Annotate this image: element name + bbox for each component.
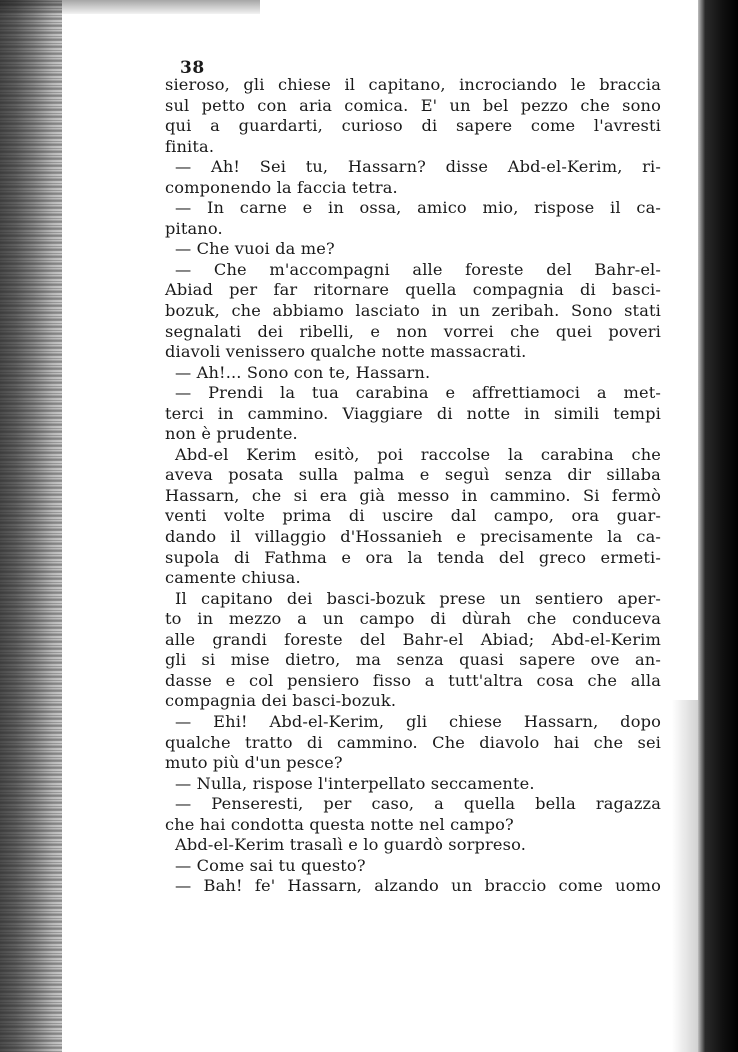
page-curl-shadow (672, 700, 698, 1052)
text-line: aveva posata sulla palma e seguì senza dir sillaba (165, 465, 661, 485)
page-number: 38 (180, 58, 205, 78)
text-line: gli si mise dietro, ma senza quasi sapere ove an- (165, 650, 661, 670)
text-line: che hai condotta questa notte nel campo? (165, 814, 514, 834)
text-line: venti volte prima di uscire dal campo, ora guar- (165, 506, 661, 526)
text-line: Abd-el Kerim esitò, poi raccolse la carabina che (175, 444, 661, 464)
text-line: non è prudente. (165, 424, 298, 444)
text-line: — Che m'accompagni alle foreste del Bahr-el- (175, 259, 661, 279)
text-line: segnalati dei ribelli, e non vorrei che quei poveri (165, 321, 661, 341)
text-line: camente chiusa. (165, 568, 301, 588)
text-line: — Che vuoi da me? (175, 239, 335, 259)
text-line: Hassarn, che si era già messo in cammino. Si fermò (165, 485, 661, 505)
text-line: compagnia dei basci-bozuk. (165, 691, 397, 711)
text-line: — Bah! fe' Hassarn, alzando un braccio come uomo (175, 876, 661, 896)
text-line: Abiad per far ritornare quella compagnia di basci- (165, 280, 661, 300)
text-line: diavoli venissero qualche notte massacrati. (165, 342, 527, 362)
text-line: — Penseresti, per caso, a quella bella ragazza (175, 794, 661, 814)
scan-edge-right (698, 0, 738, 1052)
text-line: — Come sai tu questo? (175, 855, 366, 875)
text-line: — Ah!... Sono con te, Hassarn. (175, 362, 431, 382)
text-line: finita. (165, 136, 215, 156)
text-line: alle grandi foreste del Bahr-el Abiad; Abd-el-Kerim (165, 629, 661, 649)
text-line: terci in cammino. Viaggiare di notte in simili tempi (165, 403, 661, 423)
text-line: bozuk, che abbiamo lasciato in un zeribah. Sono stati (165, 301, 661, 321)
text-line: muto più d'un pesce? (165, 753, 343, 773)
text-line: — Ehi! Abd-el-Kerim, gli chiese Hassarn, dopo (175, 711, 661, 731)
text-line: — Ah! Sei tu, Hassarn? disse Abd-el-Kerim, ri- (175, 157, 661, 177)
text-line: — Nulla, rispose l'interpellato seccamente. (175, 773, 535, 793)
text-line: componendo la faccia tetra. (165, 177, 398, 197)
text-line: Abd-el-Kerim trasalì e lo guardò sorpreso. (175, 835, 527, 855)
body-text (165, 75, 661, 897)
text-line: — Prendi la tua carabina e affrettiamoci a met- (175, 383, 661, 403)
text-line: sieroso, gli chiese il capitano, incrociando le braccia (165, 75, 661, 94)
text-line: to in mezzo a un campo di dùrah che conduceva (165, 609, 661, 629)
text-line: pitano. (165, 218, 223, 238)
text-line: supola di Fathma e ora la tenda del greco ermeti- (165, 547, 661, 567)
text-line: Il capitano dei basci-bozuk prese un sentiero aper- (175, 588, 661, 608)
text-line: — In carne e in ossa, amico mio, rispose il ca- (175, 198, 661, 218)
text-line: qui a guardarti, curioso di sapere come l'avresti (165, 116, 661, 136)
binding-shadow-top (0, 0, 260, 14)
text-line: sul petto con aria comica. E' un bel pezzo che sono (165, 95, 661, 115)
text-line: dando il villaggio d'Hossanieh e precisamente la ca- (165, 527, 661, 547)
text-line: qualche tratto di cammino. Che diavolo hai che sei (165, 732, 661, 752)
binding-shadow-left (0, 0, 62, 1052)
text-line: dasse e col pensiero fisso a tutt'altra cosa che alla (165, 670, 661, 690)
